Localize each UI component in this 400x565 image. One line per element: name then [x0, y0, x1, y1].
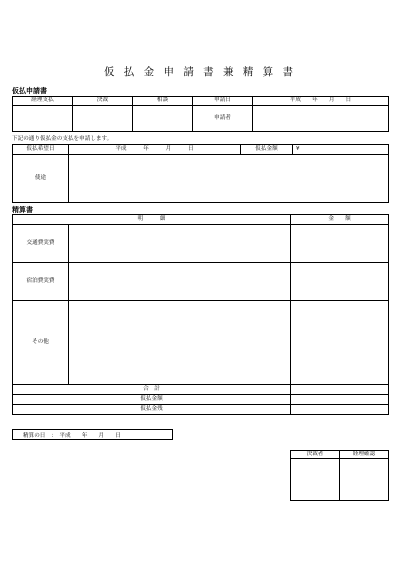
header-accounting-payment: 経理支払 [13, 97, 73, 106]
accounting-check-stamp-box[interactable] [340, 459, 389, 501]
amount-column-header: 金 額 [291, 215, 389, 225]
transport-expense-detail[interactable] [69, 225, 291, 263]
application-header-table [12, 96, 389, 132]
stamp-box-approval[interactable] [73, 106, 133, 132]
advance-amount-label: 仮払金額 [241, 145, 293, 155]
advance-amount-field[interactable]: ¥ [293, 145, 389, 155]
other-expense-detail[interactable] [69, 301, 291, 385]
lodging-expense-label: 宿泊費実費 [13, 263, 69, 301]
accounting-check-label: 経理確認 [340, 451, 389, 459]
stamp-box-consultation[interactable] [133, 106, 193, 132]
application-detail-table [12, 144, 389, 203]
settlement-advance-label: 仮払金額 [13, 395, 291, 405]
other-expense-label: その他 [13, 301, 69, 385]
settlement-date-box[interactable]: 精算の日 ： 平成 年 月 日 [12, 429, 173, 440]
application-date-value[interactable]: 平成 年 月 日 [253, 97, 389, 106]
settlement-advance-amount[interactable] [291, 395, 389, 405]
detail-column-header: 明 細 [13, 215, 291, 225]
desired-date-field[interactable]: 平成 年 月 日 [69, 145, 241, 155]
total-amount[interactable] [291, 385, 389, 395]
header-consultation: 相談 [133, 97, 193, 106]
settlement-section-title: 精算書 [12, 206, 33, 214]
header-approval: 決裁 [73, 97, 133, 106]
lodging-expense-amount[interactable] [291, 263, 389, 301]
header-application-date: 申請日 [193, 97, 253, 106]
purpose-field[interactable] [69, 155, 389, 203]
lodging-expense-detail[interactable] [69, 263, 291, 301]
total-label: 合 計 [13, 385, 291, 395]
application-note: 下記の通り仮払金の支払を申請します。 [12, 136, 113, 142]
advance-balance-label: 仮払金残 [13, 405, 291, 415]
stamp-box-accounting[interactable] [13, 106, 73, 132]
advance-balance-amount[interactable] [291, 405, 389, 415]
applicant-label: 申請者 [193, 106, 253, 132]
approver-label: 決裁者 [291, 451, 340, 459]
transport-expense-label: 交通費実費 [13, 225, 69, 263]
approval-table [290, 450, 389, 501]
approver-stamp-box[interactable] [291, 459, 340, 501]
desired-date-label: 仮払希望日 [13, 145, 69, 155]
purpose-label: 使途 [13, 155, 69, 203]
document-title: 仮 払 金 申 請 書 兼 精 算 書 [103, 66, 297, 78]
other-expense-amount[interactable] [291, 301, 389, 385]
applicant-field[interactable] [253, 106, 389, 132]
settlement-table [12, 214, 389, 415]
transport-expense-amount[interactable] [291, 225, 389, 263]
application-section-title: 仮払申請書 [12, 87, 47, 95]
